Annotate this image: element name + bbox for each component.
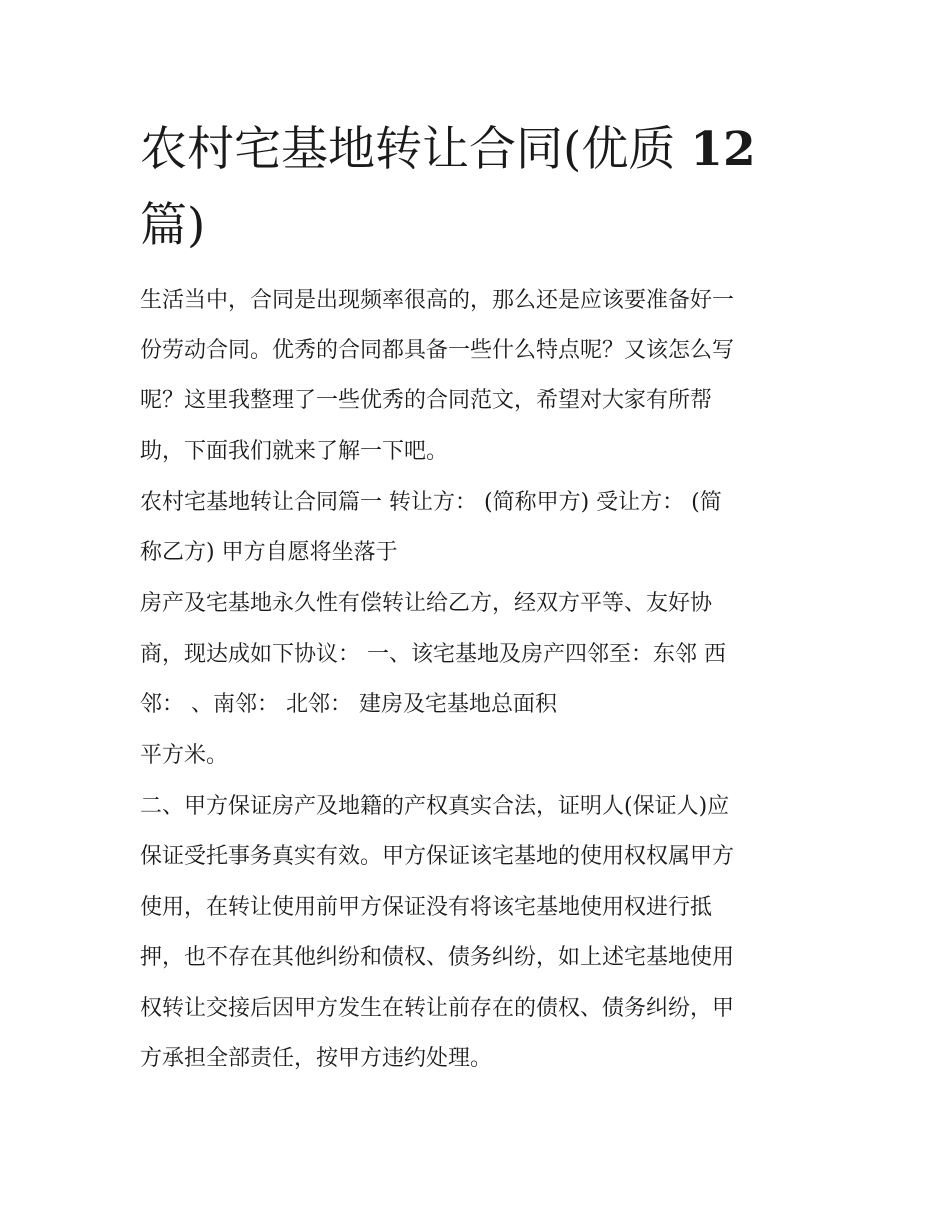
text-line: 呢？这里我整理了一些优秀的合同范文，希望对大家有所帮 — [140, 388, 713, 413]
text-line: 房产及宅基地永久性有偿转让给乙方，经双方平等、友好协 — [140, 591, 713, 616]
text-line: 平方米。 — [140, 743, 229, 768]
text-line: 生活当中，合同是出现频率很高的，那么还是应该要准备好一 — [140, 288, 735, 313]
title-line-2: 篇) — [140, 198, 206, 253]
text-line: 份劳动合同。优秀的合同都具备一些什么特点呢？又该怎么写 — [140, 338, 735, 363]
text-line: 使用，在转让使用前甲方保证没有将该宅基地使用权进行抵 — [140, 895, 713, 920]
text-line: 农村宅基地转让合同篇一 转让方： (简称甲方) 受让方： (简 — [140, 490, 722, 515]
document-title — [140, 112, 820, 264]
text-line: 助，下面我们就来了解一下吧。 — [140, 439, 449, 464]
text-line: 二、甲方保证房产及地籍的产权真实合法，证明人(保证人)应 — [140, 794, 730, 819]
text-line: 权转让交接后因甲方发生在转让前存在的债权、债务纠纷，甲 — [140, 996, 735, 1021]
title-number: 12 — [690, 122, 756, 177]
text-line: 邻： 、南邻： 北邻： 建房及宅基地总面积 — [140, 692, 557, 717]
text-line: 方承担全部责任，按甲方违约处理。 — [140, 1046, 493, 1071]
text-line: 商，现达成如下协议： 一、该宅基地及房产四邻至：东邻 西 — [140, 642, 726, 667]
text-line: 押，也不存在其他纠纷和债权、债务纠纷，如上述宅基地使用 — [140, 945, 735, 970]
text-line: 保证受托事务真实有效。甲方保证该宅基地的使用权权属甲方 — [140, 844, 735, 869]
title-line-1: 农村宅基地转让合同(优质 — [140, 122, 676, 177]
text-line: 称乙方) 甲方自愿将坐落于 — [140, 540, 398, 565]
